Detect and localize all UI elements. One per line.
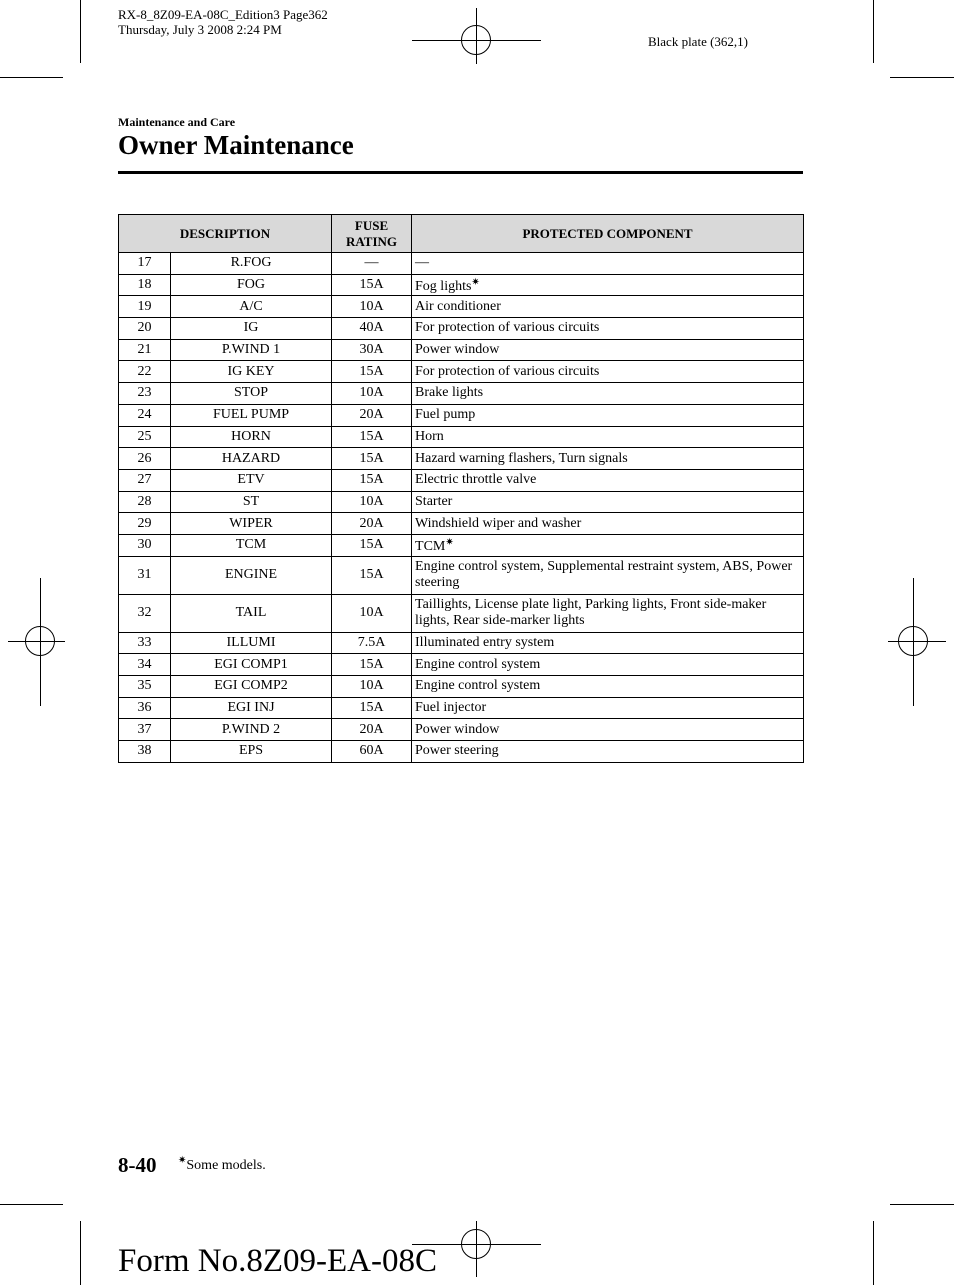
fuse-rating bbox=[332, 404, 412, 426]
fuse-rating bbox=[332, 361, 412, 383]
protected-component-text: TCM bbox=[415, 539, 446, 555]
fuse-description-text: ENGINE bbox=[224, 567, 278, 583]
fuse-description-text: ETV bbox=[237, 472, 265, 488]
fuse-description-text: IG bbox=[243, 320, 259, 336]
fuse-number-text: 36 bbox=[137, 700, 152, 716]
fuse-rating-text: 15A bbox=[359, 428, 384, 444]
protected-component-text: Power steering bbox=[415, 743, 499, 759]
fuse-number bbox=[119, 383, 171, 405]
table-row bbox=[119, 741, 804, 763]
protected-component-text: For protection of various circuits bbox=[415, 320, 600, 336]
protected-component bbox=[412, 361, 804, 383]
fuse-description bbox=[171, 339, 332, 361]
fuse-number bbox=[119, 296, 171, 318]
fuse-number-text: 30 bbox=[137, 537, 152, 553]
fuse-description-text: ST bbox=[242, 493, 260, 509]
fuse-number bbox=[119, 556, 171, 594]
fuse-number bbox=[119, 318, 171, 340]
protected-component-text: Starter bbox=[415, 493, 453, 509]
fuse-description-text: R.FOG bbox=[230, 255, 272, 271]
page-title: Owner Maintenance bbox=[118, 130, 354, 160]
fuse-description-text: EPS bbox=[238, 743, 264, 759]
fuse-description bbox=[171, 426, 332, 448]
header-fuse-line2: RATING bbox=[345, 233, 398, 249]
fuse-description-text: EGI INJ bbox=[227, 700, 275, 716]
fuse-rating bbox=[332, 556, 412, 594]
table-row bbox=[119, 719, 804, 741]
fuse-number bbox=[119, 491, 171, 513]
fuse-description bbox=[171, 654, 332, 676]
header-fuse-line1: FUSE bbox=[354, 217, 389, 233]
protected-component-text: Fuel pump bbox=[415, 407, 476, 423]
fuse-number bbox=[119, 697, 171, 719]
protected-component bbox=[412, 697, 804, 719]
protected-component bbox=[412, 253, 804, 275]
fuse-description bbox=[171, 491, 332, 513]
fuse-description bbox=[171, 534, 332, 556]
fuse-number bbox=[119, 632, 171, 654]
fuse-description-text: HORN bbox=[231, 428, 271, 444]
fuse-rating-text: 15A bbox=[359, 656, 384, 672]
footnote bbox=[178, 1155, 266, 1174]
fuse-description bbox=[171, 404, 332, 426]
table-row bbox=[119, 404, 804, 426]
fuse-number bbox=[119, 361, 171, 383]
protected-component bbox=[412, 741, 804, 763]
protected-component bbox=[412, 556, 804, 594]
fuse-description bbox=[171, 469, 332, 491]
table-row bbox=[119, 513, 804, 535]
fuse-rating bbox=[332, 534, 412, 556]
fuse-description-text: P.WIND 1 bbox=[221, 342, 281, 358]
fuse-description bbox=[171, 632, 332, 654]
fuse-number bbox=[119, 534, 171, 556]
fuse-description-text: FUEL PUMP bbox=[212, 407, 290, 423]
fuse-rating bbox=[332, 594, 412, 632]
table-row bbox=[119, 318, 804, 340]
fuse-description bbox=[171, 741, 332, 763]
protected-component-text: For protection of various circuits bbox=[415, 363, 600, 379]
fuse-rating bbox=[332, 318, 412, 340]
fuse-description bbox=[171, 253, 332, 275]
fuse-description bbox=[171, 513, 332, 535]
table-row bbox=[119, 534, 804, 556]
fuse-description-text: EGI COMP1 bbox=[214, 656, 288, 672]
fuse-rating-text: 10A bbox=[359, 385, 384, 401]
fuse-rating-text: 15A bbox=[359, 450, 384, 466]
protected-component bbox=[412, 339, 804, 361]
table-row bbox=[119, 296, 804, 318]
protected-component bbox=[412, 513, 804, 535]
fuse-number bbox=[119, 719, 171, 741]
fuse-rating-text: 20A bbox=[359, 515, 384, 531]
fuse-rating-text: 10A bbox=[359, 678, 384, 694]
fuse-description-text: HAZARD bbox=[221, 450, 281, 466]
protected-component-text: Horn bbox=[415, 428, 444, 444]
fuse-number bbox=[119, 654, 171, 676]
fuse-description-text: WIPER bbox=[229, 515, 273, 531]
fuse-rating bbox=[332, 632, 412, 654]
fuse-description bbox=[171, 697, 332, 719]
fuse-description-text: TAIL bbox=[235, 605, 267, 621]
fuse-number-text: 37 bbox=[137, 721, 152, 737]
protected-component bbox=[412, 318, 804, 340]
page-number: 8-40 bbox=[118, 1153, 157, 1177]
fuse-number bbox=[119, 513, 171, 535]
fuse-number bbox=[119, 741, 171, 763]
footnote-star-icon: ✷ bbox=[178, 1155, 187, 1166]
fuse-description bbox=[171, 594, 332, 632]
fuse-description bbox=[171, 361, 332, 383]
table-row bbox=[119, 654, 804, 676]
fuse-number-text: 31 bbox=[137, 567, 152, 583]
table-row bbox=[119, 556, 804, 594]
fuse-description-text: IG KEY bbox=[227, 363, 275, 379]
fuse-number-text: 32 bbox=[137, 605, 152, 621]
table-header-row bbox=[119, 215, 804, 253]
fuse-rating-text: 30A bbox=[359, 342, 384, 358]
fuse-number-text: 33 bbox=[137, 634, 152, 650]
fuse-description-text: FOG bbox=[237, 277, 266, 293]
protected-component bbox=[412, 296, 804, 318]
protected-component bbox=[412, 448, 804, 470]
table-row bbox=[119, 491, 804, 513]
fuse-number-text: 20 bbox=[137, 320, 152, 336]
protected-component-text: Fuel injector bbox=[415, 700, 487, 716]
fuse-description-text: EGI COMP2 bbox=[214, 678, 288, 694]
fuse-description bbox=[171, 318, 332, 340]
fuse-number-text: 35 bbox=[137, 678, 152, 694]
fuse-rating-text: 15A bbox=[359, 277, 384, 293]
table-row bbox=[119, 383, 804, 405]
protected-component-text: — bbox=[415, 255, 430, 271]
fuse-number bbox=[119, 274, 171, 296]
fuse-rating-text: 10A bbox=[359, 493, 384, 509]
table-row bbox=[119, 469, 804, 491]
fuse-description bbox=[171, 296, 332, 318]
footnote-text: Some models. bbox=[186, 1158, 266, 1173]
fuse-description-text: P.WIND 2 bbox=[221, 721, 281, 737]
fuse-description bbox=[171, 556, 332, 594]
protected-component-text: Windshield wiper and washer bbox=[415, 515, 582, 531]
fuse-number-text: 28 bbox=[137, 493, 152, 509]
fuse-description-text: TCM bbox=[235, 537, 267, 553]
protected-component-text: Brake lights bbox=[415, 385, 484, 401]
fuse-description bbox=[171, 719, 332, 741]
fuse-rating-text: 20A bbox=[359, 721, 384, 737]
fuse-number bbox=[119, 339, 171, 361]
protected-component-text: Power window bbox=[415, 342, 500, 358]
fuse-rating-text: 20A bbox=[359, 407, 384, 423]
fuse-number-text: 38 bbox=[137, 743, 152, 759]
fuse-number bbox=[119, 426, 171, 448]
fuse-number bbox=[119, 448, 171, 470]
fuse-number-text: 21 bbox=[137, 342, 152, 358]
fuse-rating bbox=[332, 469, 412, 491]
fuse-number-text: 18 bbox=[137, 277, 152, 293]
protected-component bbox=[412, 676, 804, 698]
fuse-number bbox=[119, 594, 171, 632]
fuse-number bbox=[119, 469, 171, 491]
some-models-star-icon: ✷ bbox=[471, 277, 480, 289]
protected-component-text: Fog lights bbox=[415, 279, 472, 295]
fuse-rating bbox=[332, 719, 412, 741]
fuse-rating-text: 15A bbox=[359, 472, 384, 488]
fuse-number-text: 25 bbox=[137, 428, 152, 444]
fuse-description bbox=[171, 383, 332, 405]
plate-label: Black plate (362,1) bbox=[648, 34, 748, 49]
fuse-table bbox=[118, 214, 804, 763]
fuse-number-text: 34 bbox=[137, 656, 152, 672]
fuse-rating-text: 10A bbox=[359, 605, 384, 621]
protected-component-text: Electric throttle valve bbox=[415, 472, 537, 488]
table-row bbox=[119, 426, 804, 448]
header-protected-component: PROTECTED COMPONENT bbox=[412, 215, 804, 253]
fuse-number-text: 19 bbox=[137, 298, 152, 314]
fuse-number bbox=[119, 404, 171, 426]
fuse-description bbox=[171, 676, 332, 698]
fuse-rating-text: 7.5A bbox=[357, 634, 386, 650]
table-row bbox=[119, 253, 804, 275]
fuse-rating bbox=[332, 697, 412, 719]
fuse-rating bbox=[332, 383, 412, 405]
fuse-rating-text: 60A bbox=[359, 743, 384, 759]
header-description: DESCRIPTION bbox=[119, 215, 332, 253]
protected-component bbox=[412, 404, 804, 426]
protected-component bbox=[412, 491, 804, 513]
fuse-rating bbox=[332, 339, 412, 361]
fuse-description-text: STOP bbox=[234, 385, 268, 401]
fuse-number-text: 24 bbox=[137, 407, 152, 423]
fuse-rating bbox=[332, 448, 412, 470]
file-line: RX-8_8Z09-EA-08C_Edition3 Page362 bbox=[118, 7, 328, 22]
fuse-rating bbox=[332, 491, 412, 513]
fuse-number bbox=[119, 676, 171, 698]
protected-component-text: Engine control system bbox=[415, 656, 541, 672]
fuse-rating bbox=[332, 741, 412, 763]
fuse-rating bbox=[332, 296, 412, 318]
fuse-number-text: 22 bbox=[137, 363, 152, 379]
protected-component-text: Engine control system, Supplemental restraint system, ABS, Power steering bbox=[415, 559, 793, 591]
fuse-rating bbox=[332, 513, 412, 535]
fuse-rating-text: 40A bbox=[359, 320, 384, 336]
table-row bbox=[119, 697, 804, 719]
table-row bbox=[119, 594, 804, 632]
protected-component-text: Taillights, License plate light, Parking lights, Front side-maker lights, Rear side-marker lights bbox=[415, 597, 767, 629]
fuse-rating bbox=[332, 654, 412, 676]
fuse-number-text: 23 bbox=[137, 385, 152, 401]
protected-component bbox=[412, 426, 804, 448]
fuse-table-body bbox=[119, 253, 804, 763]
protected-component-text: Air conditioner bbox=[415, 298, 501, 314]
protected-component bbox=[412, 534, 804, 556]
fuse-number-text: 27 bbox=[137, 472, 152, 488]
protected-component-text: Power window bbox=[415, 721, 500, 737]
protected-component-text: Engine control system bbox=[415, 678, 541, 694]
fuse-rating-text: 15A bbox=[359, 537, 384, 553]
fuse-number-text: 26 bbox=[137, 450, 152, 466]
title-rule bbox=[118, 171, 803, 174]
table-row bbox=[119, 339, 804, 361]
table-row bbox=[119, 632, 804, 654]
fuse-description-text: ILLUMI bbox=[226, 634, 276, 650]
fuse-number bbox=[119, 253, 171, 275]
fuse-rating bbox=[332, 426, 412, 448]
protected-component bbox=[412, 383, 804, 405]
fuse-rating-text: 15A bbox=[359, 567, 384, 583]
fuse-rating-text: 10A bbox=[359, 298, 384, 314]
protected-component bbox=[412, 274, 804, 296]
protected-component bbox=[412, 632, 804, 654]
fuse-number-text: 17 bbox=[137, 255, 152, 271]
fuse-number-text: 29 bbox=[137, 515, 152, 531]
table-row bbox=[119, 448, 804, 470]
section-label: Maintenance and Care bbox=[118, 115, 236, 129]
table-row bbox=[119, 676, 804, 698]
table-row bbox=[119, 361, 804, 383]
fuse-description bbox=[171, 448, 332, 470]
fuse-description-text: A/C bbox=[239, 298, 263, 314]
fuse-rating bbox=[332, 274, 412, 296]
fuse-rating-text: 15A bbox=[359, 700, 384, 716]
some-models-star-icon: ✷ bbox=[445, 537, 454, 549]
form-number: Form No.8Z09-EA-08C bbox=[118, 1243, 437, 1279]
header-fuse-rating bbox=[332, 215, 412, 253]
protected-component bbox=[412, 654, 804, 676]
protected-component bbox=[412, 719, 804, 741]
protected-component-text: Illuminated entry system bbox=[415, 634, 555, 650]
fuse-rating bbox=[332, 253, 412, 275]
protected-component bbox=[412, 594, 804, 632]
date-line: Thursday, July 3 2008 2:24 PM bbox=[118, 22, 282, 37]
fuse-rating-text: — bbox=[364, 255, 379, 271]
protected-component bbox=[412, 469, 804, 491]
fuse-description bbox=[171, 274, 332, 296]
protected-component-text: Hazard warning flashers, Turn signals bbox=[415, 450, 628, 466]
fuse-rating-text: 15A bbox=[359, 363, 384, 379]
table-row bbox=[119, 274, 804, 296]
fuse-rating bbox=[332, 676, 412, 698]
